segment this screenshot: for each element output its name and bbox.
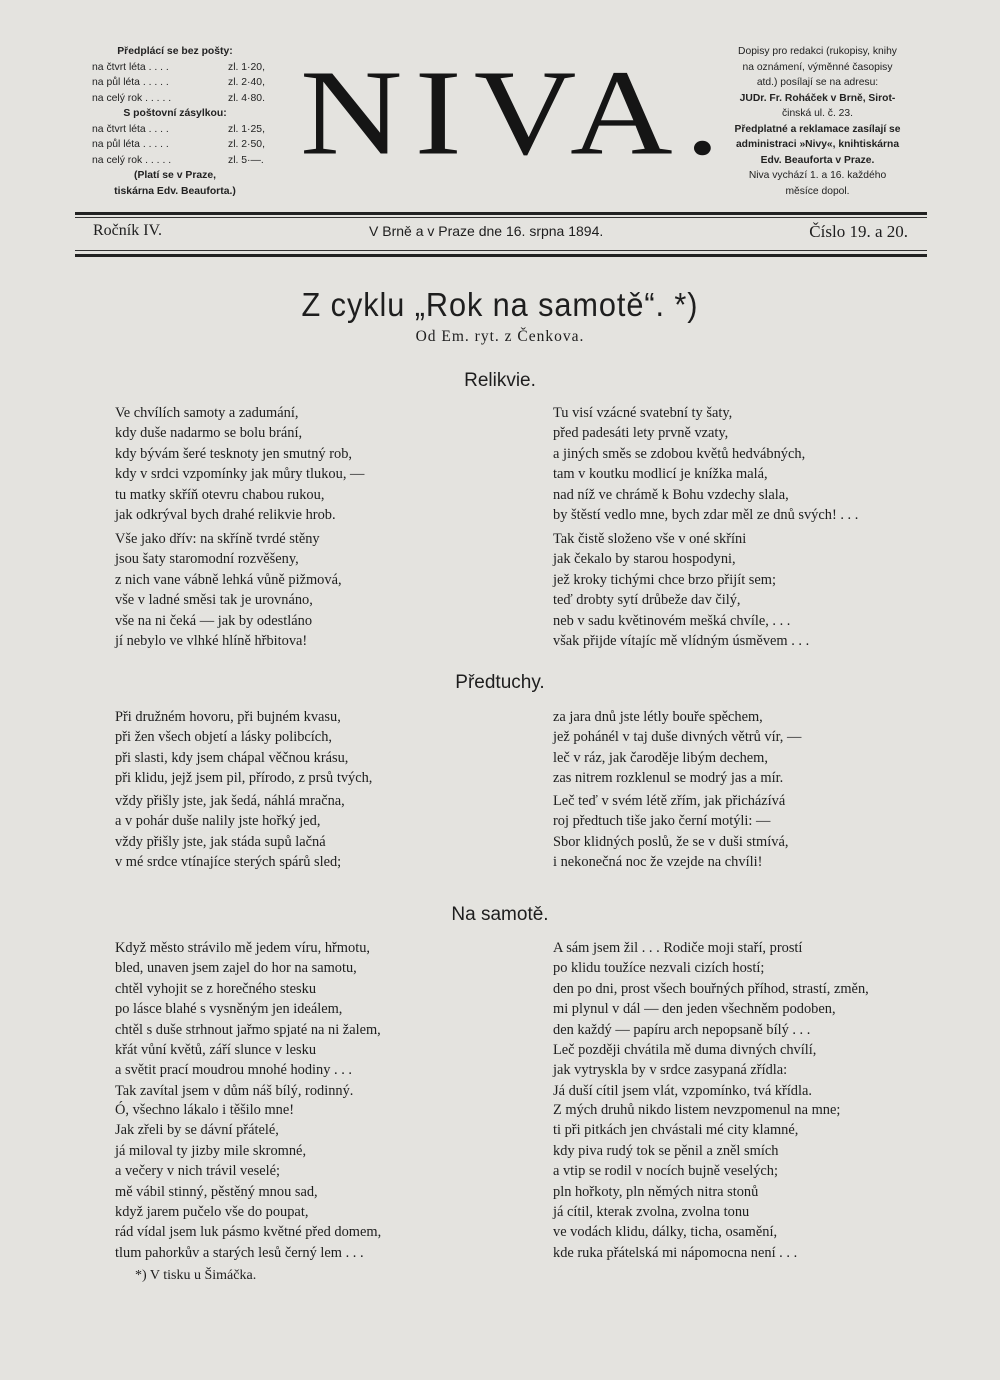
poem-line: vždy přišly jste, jak stáda supů lačná (115, 833, 326, 850)
poem-line: jak odkrýval bych drahé relikvie hrob. (115, 507, 336, 524)
header-rule-bottom-thin (75, 250, 927, 251)
info-line: činská ul. č. 23. (782, 108, 853, 119)
poem-line: Ó, všechno lákalo i těšilo mne! (115, 1102, 295, 1118)
poem-line: Leč teď v svém létě zřím, jak přicházívá (553, 793, 786, 809)
poem-line: A sám jsem žil . . . Rodiče moji staří, prostí (553, 940, 803, 956)
poem-line: na celý rok . . . . . (92, 154, 172, 166)
poem-line: neb v sadu květinovém mešká chvíle, . . . (553, 612, 791, 629)
poem-stanza (553, 529, 809, 651)
volume-label: Ročník IV. (93, 222, 163, 239)
poem-line: před padesáti lety prvně vzaty, (553, 425, 729, 442)
poem-line: ti při pitkách jen chvástali mé city klamné, (553, 1122, 799, 1139)
poem-line: po lásce blahé s vysněným jen ideálem, (115, 1001, 343, 1018)
poem-stanza (553, 403, 858, 525)
poem-line: Já duší cítil jsem vlát, vzpomínko, tvá křídla. (553, 1082, 812, 1099)
poem-line: Tak zavítal jsem v dům náš bílý, rodinný. (115, 1082, 354, 1099)
poem-line: já cítil, kterak zvolna, zvolna tonu (553, 1204, 750, 1221)
article-title: Z cyklu „Rok na samotě“. *) (301, 286, 699, 323)
poem-line: Ve chvílích samoty a zadumání, (115, 405, 299, 421)
price-row (60, 75, 290, 91)
poem-line: kdy duše nadarmo se bolu brání, (115, 425, 303, 442)
poem-line: při klidu, jejž jsem pil, přírodo, z prsů tvých, (115, 770, 373, 787)
poem-line: já miloval ty jizby mile skromné, (115, 1142, 307, 1159)
poem-stanza (553, 707, 801, 789)
poem-line: Vše jako dřív: na skříně tvrdé stěny (115, 531, 320, 547)
info-line: JUDr. Fr. Roháček v Brně, Sirot- (739, 92, 896, 104)
poem-stanza (115, 1100, 381, 1263)
poem-line: tu matky skříň otevru chabou rukou, (115, 486, 325, 503)
issue-line (93, 222, 908, 242)
poem-line: po klidu toužíce nezvali cizích hostí; (553, 960, 765, 977)
section-heading: Na samotě. (451, 904, 549, 925)
info-line: Dopisy pro redakci (rukopisy, knihy (738, 46, 897, 57)
poem-line: zl. 2·50, (228, 139, 265, 150)
price-row (60, 153, 290, 169)
subscription-info-left (60, 44, 290, 199)
info-line: Edv. Beauforta v Praze. (760, 154, 875, 166)
poem-line: při slasti, kdy jsem chápal věčnou krásu, (115, 749, 349, 766)
poem-line: zl. 1·20, (228, 61, 265, 73)
subscription-heading: S poštovní zásylkou: (123, 108, 227, 119)
poem-line: bled, unaven jsem zajel do hor na samotu, (115, 960, 357, 977)
poem-line: zas nitrem rozklenul se modrý jas a mír. (553, 770, 784, 787)
poem-line: jež pohánél v taj duše divných větrů vír, — (553, 729, 802, 746)
poem-stanza (553, 938, 869, 1101)
subscription-heading: Předplácí se bez pošty: (117, 46, 233, 57)
poem-line: jež kroky tichými chce brzo přijít sem; (553, 571, 776, 588)
article-byline: Od Em. ryt. z Čenkova. (415, 328, 585, 345)
price-row (60, 60, 290, 76)
poem-line: když jarem pučelo vše do poupat, (115, 1204, 309, 1221)
poem-line: Tak čistě složeno vše v oné skříni (553, 531, 747, 547)
poem-line: zl. 4·80. (228, 92, 265, 104)
poem-line: kdy piva rudý tok se pěnil a zněl smích (553, 1142, 779, 1159)
poem-line: křát vůní květů, září slunce v lesku (115, 1042, 317, 1059)
poem-line: z nich vane vábně lehká vůně pižmová, (115, 571, 342, 588)
subscription-info-right (720, 44, 915, 199)
poem-line: Při družném hovoru, při bujném kvasu, (115, 709, 341, 725)
section-heading: Relikvie. (464, 370, 536, 391)
poem-line: jak vytryskla by v srdce zasypaná zřídla: (553, 1062, 788, 1079)
poem-line: leč v ráz, jak čaroděje libým dechem, (553, 749, 768, 766)
price-row (60, 122, 290, 138)
poem-line: vše v ladné směsi tak je urovnáno, (115, 592, 313, 609)
poem-line: den po dni, prost všech bouřných příhod, strastí, změn, (553, 980, 869, 997)
poem-line: jak čekalo by starou hospodyni, (553, 551, 736, 568)
poem-line: na půl léta . . . . . (92, 77, 169, 88)
poem-line: na čtvrt léta . . . . (92, 123, 169, 135)
poem-line: zl. 2·40, (228, 77, 265, 88)
poem-line: však přijde vítajíc mě vlídným úsměvem . . . (553, 633, 810, 650)
header-rule-top-thin (75, 217, 927, 218)
info-line: měsíce dopol. (785, 185, 850, 197)
poem-line: den každý — papíru arch nepopsaně bílý . . . (553, 1021, 811, 1038)
poem-stanza (553, 791, 788, 873)
poem-line: tam v koutku modlicí je knížka malá, (553, 466, 768, 483)
header-rule-bottom (75, 254, 927, 257)
subscription-note: (Platí se v Praze, (133, 170, 216, 181)
poem-line: na čtvrt léta . . . . (92, 61, 169, 73)
poem-line: ve vodách klidu, dálky, ticha, osamění, (553, 1224, 778, 1241)
poem-line: by štěstí vedlo mne, bych zdar měl ze dnů svých! . . . (553, 507, 859, 524)
poem-line: zl. 1·25, (228, 123, 265, 135)
poem-line: Jak zřeli by se dávní přátelé, (115, 1122, 279, 1139)
poem-line: při žen všech objetí a lásky polibcích, (115, 729, 332, 746)
price-row (60, 137, 290, 153)
subscription-note: tiskárna Edv. Beauforta.) (114, 185, 236, 197)
poem-line: vše na ni čeká — jak by odestláno (115, 612, 313, 629)
poem-stanza (553, 1100, 840, 1263)
place-date: V Brně a v Praze dne 16. srpna 1894. (369, 223, 604, 239)
poem-line: kdy v srdci vzpomínky jak můry tlukou, — (115, 466, 365, 483)
poem-line: chtěl s duše strhnout jařmo spjaté na ni žalem, (115, 1021, 381, 1038)
masthead-title: NIVA. (300, 44, 733, 181)
poem-stanza (115, 791, 345, 873)
poem-line: kde ruka přátelská mi nápomocna není . . . (553, 1244, 798, 1261)
poem-line: na půl léta . . . . . (92, 139, 169, 150)
poem-line: roj předtuch tiše jako černí motýli: — (553, 813, 771, 830)
poem-line: nad níž ve chrámě k Bohu vzdechy slala, (553, 486, 789, 503)
poem-line: Leč později chvátila mě duma divných chvílí, (553, 1042, 817, 1059)
poem-line: za jara dnů jste létly bouře spěchem, (553, 709, 763, 725)
poem-line: a v pohár duše nalily jste hořký jed, (115, 813, 321, 830)
info-line: administraci »Nivy«, knihtiskárna (735, 139, 900, 150)
poem-stanza (115, 707, 372, 789)
poem-line: pln hořkoty, pln němých nitra stonů (553, 1183, 759, 1200)
poem-line: a jiných směs se zdobou květů hedvábných, (553, 445, 806, 462)
poem-line: mi plynul v dál — den jeden všechněm podoben, (553, 1001, 836, 1018)
info-line: na oznámení, výměnné časopisy (742, 61, 893, 73)
poem-line: a večery v nich trávil veselé; (115, 1163, 281, 1180)
poem-line: jí nebylo ve vlhké hlíně hřbitova! (115, 633, 308, 650)
poem-line: chtěl vyhojit se z horečného stesku (115, 980, 317, 997)
poem-line: Když město strávilo mě jedem víru, hřmotu, (115, 940, 370, 956)
poem-line: zl. 5·—. (228, 154, 264, 166)
info-line: Předplatné a reklamace zasílají se (734, 123, 901, 135)
poem-line: Sbor klidných poslů, že se v duši stmívá, (553, 833, 789, 850)
poem-line: mě vábil stinný, pěstěný mnou sad, (115, 1183, 318, 1200)
poem-stanza (115, 938, 381, 1101)
poem-line: teď drobty sytí drůbeže dav čilý, (553, 592, 741, 609)
footnote: *) V tisku u Šimáčka. (135, 1268, 257, 1283)
poem-line: v mé srdce vtínajíce sterých spárů sled; (115, 854, 342, 871)
section-heading: Předtuchy. (455, 672, 545, 693)
issue-number: Číslo 19. a 20. (809, 222, 908, 241)
poem-line: i nekonečná noc že vzejde na chvíli! (553, 854, 763, 871)
poem-line: kdy bývám šeré tesknoty jen smutný rob, (115, 445, 353, 462)
poem-line: jsou šaty staromodní rozvěšeny, (115, 551, 299, 568)
info-line: atd.) posílají se na adresu: (756, 77, 879, 88)
poem-line: tlum pahorkův a starých lesů černý lem . . . (115, 1244, 364, 1261)
header-rule-top (75, 212, 927, 215)
poem-line: rád vídal jsem luk pásmo květné před domem, (115, 1224, 382, 1241)
price-row (60, 91, 290, 107)
poem-line: Z mých druhů nikdo listem nevzpomenul na mne; (553, 1102, 841, 1118)
poem-line: Tu visí vzácné svatební ty šaty, (553, 405, 733, 421)
info-line: Niva vychází 1. a 16. každého (748, 170, 887, 181)
poem-stanza (115, 529, 342, 651)
poem-line: na celý rok . . . . . (92, 92, 172, 104)
poem-line: a vtip se rodil v nocích bujně veselých; (553, 1163, 778, 1180)
poem-line: vždy přišly jste, jak šedá, náhlá mračna, (115, 793, 345, 809)
poem-line: a světit prací moudrou mnohé hodiny . . . (115, 1062, 353, 1079)
poem-stanza (115, 403, 364, 525)
